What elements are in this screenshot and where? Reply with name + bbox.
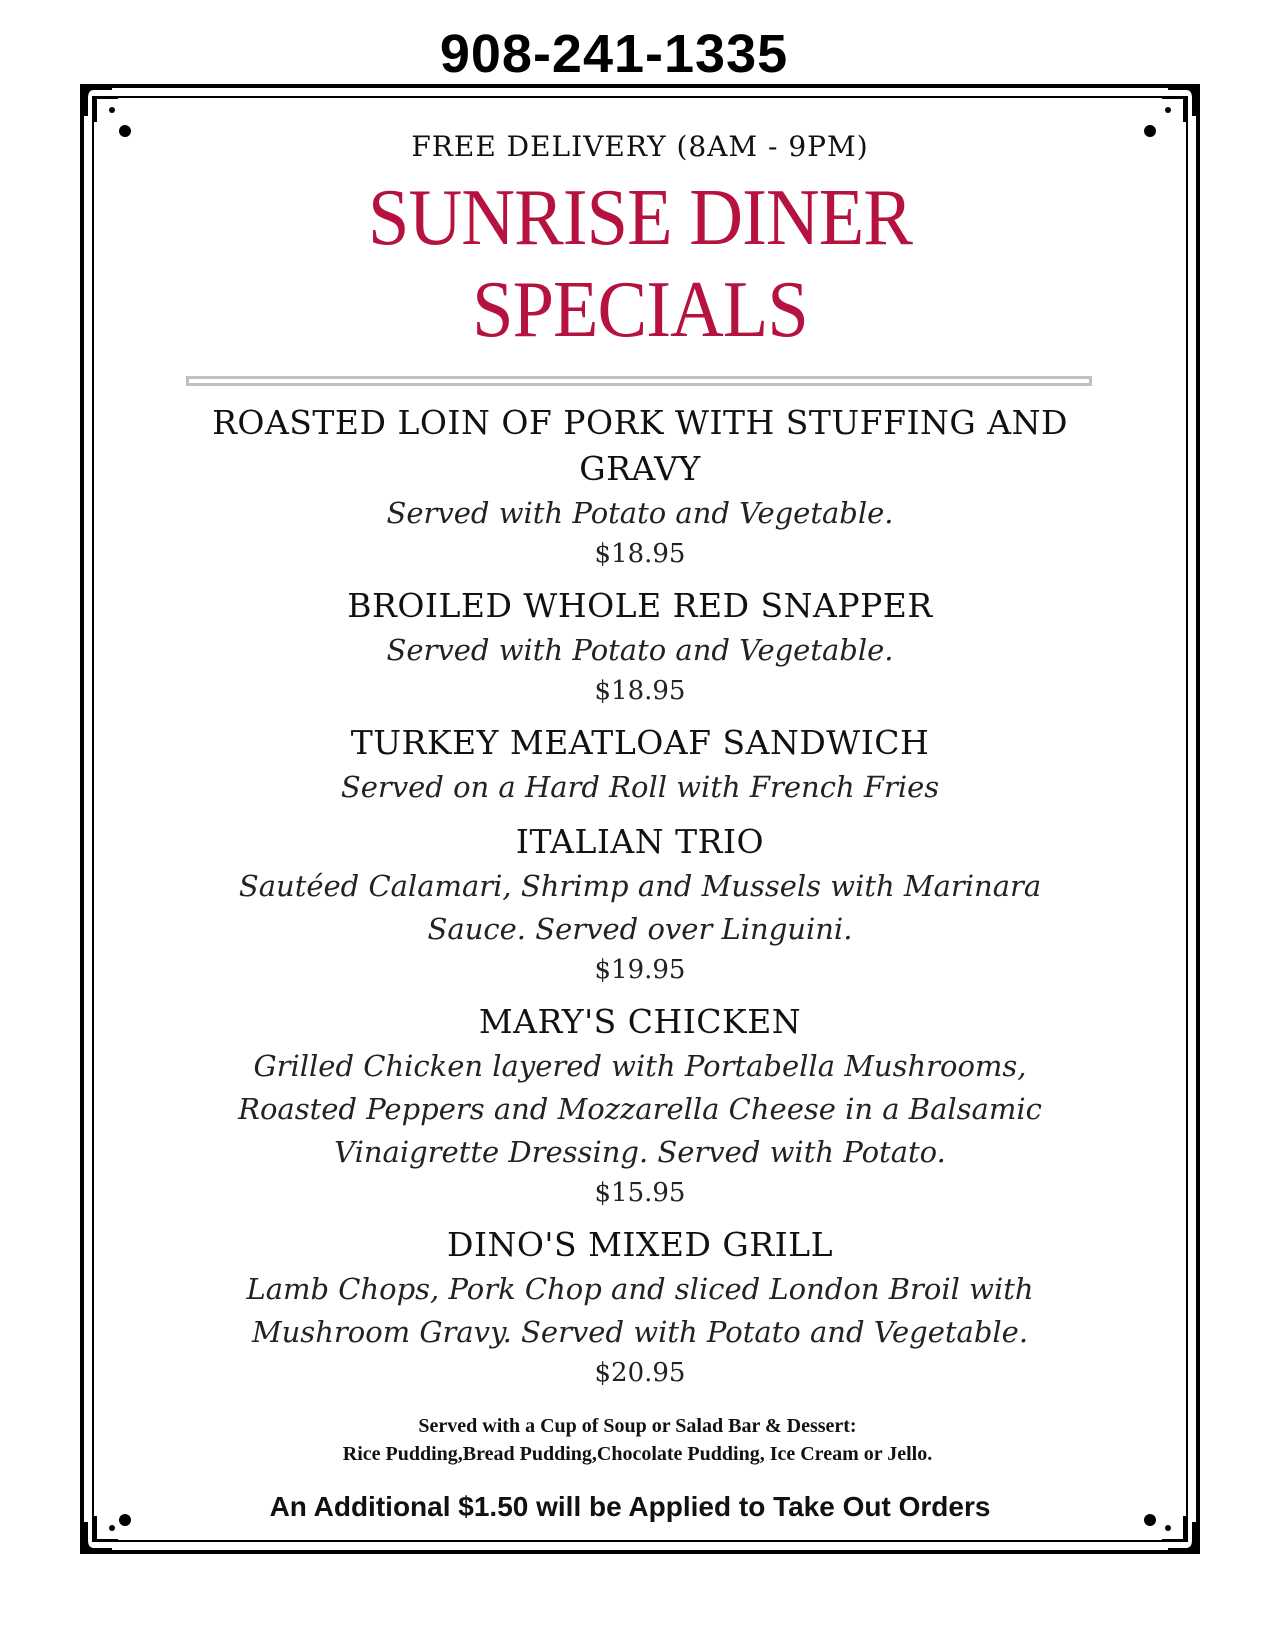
item-description: Served with Potato and Vegetable. [386,496,894,530]
delivery-notice: FREE DELIVERY (8AM - 9PM) [411,130,869,163]
menu-item [200,999,1080,1212]
item-name: DINO'S MIXED GRILL [446,1225,834,1264]
menu-item [200,1222,1080,1392]
page-title: SUNRISE DINER SPECIALS [368,174,912,354]
takeout-surcharge-notice: An Additional $1.50 will be Applied to Take Out Orders [269,1491,991,1522]
item-name: ROASTED LOIN OF PORK WITH STUFFING AND [212,403,1068,442]
item-name: MARY'S CHICKEN [478,1002,802,1041]
menu-item [200,583,1080,710]
item-description: Sauce. Served over Linguini. [427,912,853,946]
item-description: Grilled Chicken layered with Portabella Mushrooms, [253,1049,1027,1083]
dessert-options-note: Rice Pudding,Bread Pudding,Chocolate Pudding, Ice Cream or Jello. [342,1443,933,1465]
item-price: $20.95 [594,1358,686,1388]
item-price: $15.95 [594,1178,686,1208]
corner-dot-icon [1144,125,1156,137]
title-divider [186,376,1092,386]
menu-item [200,400,1080,573]
item-description: Roasted Peppers and Mozzarella Cheese in a Balsamic [238,1092,1042,1126]
corner-dot-icon [119,125,131,137]
item-description: Vinaigrette Dressing. Served with Potato. [334,1135,946,1169]
item-price: $18.95 [594,539,686,569]
item-description: Served on a Hard Roll with French Fries [340,770,940,804]
phone-number: 908-241-1335 [439,24,789,84]
menu-item [200,720,1080,809]
item-description: Mushroom Gravy. Served with Potato and Vegetable. [251,1315,1029,1349]
item-price: $19.95 [594,955,686,985]
menu-item [200,819,1080,989]
item-price: $18.95 [594,676,686,706]
item-description: Served with Potato and Vegetable. [386,633,894,667]
menu-content [200,130,1080,1402]
served-with-note: Served with a Cup of Soup or Salad Bar & Dessert: [418,1415,857,1437]
item-description: Lamb Chops, Pork Chop and sliced London Broil with [246,1272,1034,1306]
item-description: Sautéed Calamari, Shrimp and Mussels with Marinara [238,869,1042,903]
item-name: TURKEY MEATLOAF SANDWICH [350,723,930,762]
item-name: GRAVY [579,449,701,488]
item-name: ITALIAN TRIO [515,822,765,861]
item-name: BROILED WHOLE RED SNAPPER [347,586,933,625]
